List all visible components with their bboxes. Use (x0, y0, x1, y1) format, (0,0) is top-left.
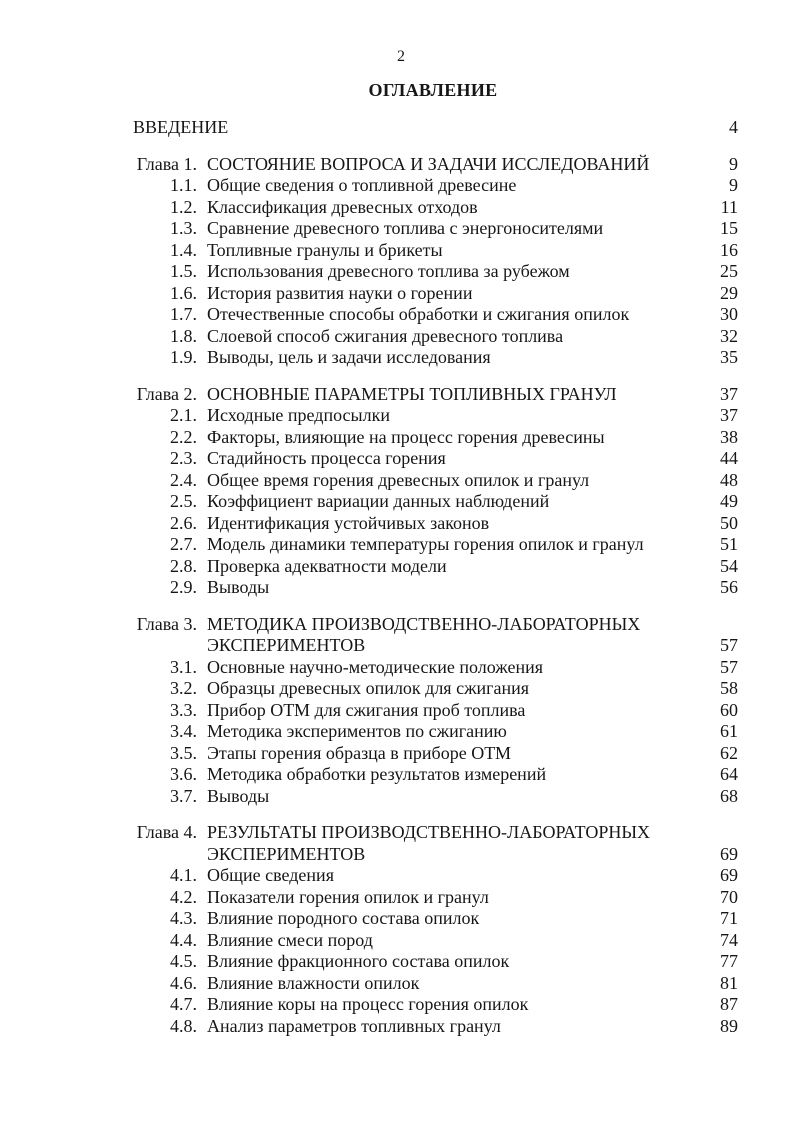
toc-chapter-page-spacer (688, 614, 738, 636)
toc-section-row (133, 930, 738, 952)
toc-section-number: 2.7. (170, 534, 197, 554)
toc-section-row (133, 678, 738, 700)
toc-section-row (133, 197, 738, 219)
toc-section-page: 81 (720, 972, 738, 993)
toc-section-number: 2.2. (170, 426, 197, 447)
toc-section-row (133, 448, 738, 470)
toc-section-number: 3.5. (170, 742, 197, 763)
toc-section-row (133, 175, 738, 197)
toc-section-title: Слоевой способ сжигания древесного топлива (207, 325, 564, 346)
toc-section-title: Исходные предпосылки (207, 405, 390, 425)
toc-section-page: 62 (720, 742, 738, 763)
toc-chapter-label: Глава 3. (136, 613, 197, 634)
toc-section-page: 38 (720, 426, 738, 447)
toc-section-row (133, 577, 738, 599)
toc-chapter-page: 9 (729, 153, 738, 174)
toc-section-number: 1.8. (170, 325, 197, 346)
toc-chapter-label: Глава 4. (136, 822, 197, 842)
toc-chapter-row (133, 154, 738, 176)
toc-section-page: 69 (720, 865, 738, 885)
toc-chapter-page: 69 (720, 843, 738, 864)
toc-section-page: 25 (720, 261, 738, 281)
table-of-contents (133, 117, 738, 1037)
toc-section-page: 44 (720, 448, 738, 468)
toc-section-page: 30 (720, 304, 738, 324)
toc-section-row (133, 973, 738, 995)
toc-section-page: 71 (720, 908, 738, 928)
toc-section-number: 1.6. (170, 282, 197, 303)
toc-section-page: 37 (720, 405, 738, 425)
toc-section-title: Классификация древесных отходов (207, 196, 478, 217)
toc-section-number: 4.1. (170, 865, 197, 885)
toc-section-number: 1.7. (170, 304, 197, 324)
toc-section-page: 64 (720, 764, 738, 784)
toc-section-page: 77 (720, 951, 738, 971)
toc-intro-row (133, 117, 738, 139)
toc-section-row (133, 908, 738, 930)
toc-section-number: 4.5. (170, 951, 197, 971)
toc-section-title: Прибор ОТМ для сжигания проб топлива (207, 699, 526, 720)
toc-section-row (133, 283, 738, 305)
toc-section-title: Использования древесного топлива за рубежом (207, 261, 570, 281)
toc-section-page: 57 (720, 656, 738, 677)
toc-section-title: Влияние смеси пород (207, 929, 373, 950)
toc-section-number: 1.5. (170, 261, 197, 281)
toc-section-row (133, 491, 738, 513)
toc-section-number: 2.6. (170, 512, 197, 533)
toc-section-page: 61 (720, 721, 738, 741)
toc-section-number: 2.5. (170, 491, 197, 511)
toc-section-number: 3.7. (170, 785, 197, 806)
toc-section-title: Выводы (207, 577, 270, 597)
toc-section-row (133, 304, 738, 326)
toc-chapter-row (133, 614, 738, 636)
toc-section-title: Влияние фракционного состава опилок (207, 951, 510, 971)
toc-section-number: 4.2. (170, 886, 197, 907)
toc-chapter-label: Глава 2. (136, 383, 197, 404)
toc-section-page: 49 (720, 491, 738, 511)
toc-section-row (133, 240, 738, 262)
toc-section-title: Влияние влажности опилок (207, 972, 420, 993)
toc-chapter-row (133, 822, 738, 844)
toc-section-page: 89 (720, 1015, 738, 1036)
toc-section-title: Идентификация устойчивых законов (207, 512, 490, 533)
toc-chapter-title: ЭКСПЕРИМЕНТОВ (207, 635, 366, 655)
toc-section-row (133, 513, 738, 535)
toc-section-row (133, 326, 738, 348)
toc-section-number: 1.4. (170, 239, 197, 260)
toc-section-page: 15 (720, 218, 738, 238)
toc-section-title: Модель динамики температуры горения опилок и гранул (207, 534, 644, 554)
toc-section-number: 2.3. (170, 448, 197, 468)
toc-chapter-page-spacer (688, 822, 738, 844)
toc-chapter-label: Глава 1. (136, 153, 197, 174)
toc-section-row (133, 470, 738, 492)
toc-chapter-label-spacer (133, 844, 197, 866)
toc-section-title: Проверка адекватности модели (207, 555, 447, 576)
toc-section-number: 3.2. (170, 678, 197, 698)
toc-section-row (133, 743, 738, 765)
toc-section-title: Образцы древесных опилок для сжигания (207, 678, 530, 698)
toc-section-title: Основные научно-методические положения (207, 656, 544, 677)
toc-section-number: 2.4. (170, 469, 197, 490)
toc-section-page: 9 (729, 175, 738, 195)
toc-section-number: 3.1. (170, 656, 197, 677)
toc-section-title: Влияние породного состава опилок (207, 908, 480, 928)
toc-section-page: 51 (720, 534, 738, 554)
toc-section-title: Коэффициент вариации данных наблюдений (207, 491, 550, 511)
toc-section-number: 3.6. (170, 764, 197, 784)
toc-section-row (133, 405, 738, 427)
toc-section-page: 56 (720, 577, 738, 597)
toc-section-row (133, 721, 738, 743)
toc-intro-title: ВВЕДЕНИЕ (133, 117, 229, 137)
toc-section-row (133, 657, 738, 679)
toc-section-row (133, 700, 738, 722)
toc-section-title: Этапы горения образца в приборе ОТМ (207, 742, 511, 763)
toc-section-row (133, 865, 738, 887)
toc-section-page: 32 (720, 325, 738, 346)
toc-chapter-title: СОСТОЯНИЕ ВОПРОСА И ЗАДАЧИ ИССЛЕДОВАНИЙ (207, 153, 650, 174)
toc-section-row (133, 1016, 738, 1038)
toc-section-row (133, 951, 738, 973)
toc-section-title: Топливные гранулы и брикеты (207, 239, 443, 260)
toc-section-number: 3.3. (170, 699, 197, 720)
toc-section-page: 58 (720, 678, 738, 698)
toc-section-row (133, 764, 738, 786)
toc-section-row (133, 786, 738, 808)
toc-section-number: 2.8. (170, 555, 197, 576)
toc-section-title: Факторы, влияющие на процесс горения древесины (207, 426, 605, 447)
page-number: 2 (397, 48, 405, 65)
toc-section-number: 2.1. (170, 405, 197, 425)
toc-section-number: 4.4. (170, 929, 197, 950)
toc-chapter-title: ЭКСПЕРИМЕНТОВ (207, 843, 366, 864)
toc-section-title: Выводы, цель и задачи исследования (207, 347, 491, 367)
toc-section-page: 16 (720, 239, 738, 260)
toc-section-number: 4.8. (170, 1015, 197, 1036)
toc-section-row (133, 994, 738, 1016)
toc-section-page: 54 (720, 555, 738, 576)
toc-section-page: 60 (720, 699, 738, 720)
toc-section-title: Общее время горения древесных опилок и гранул (207, 469, 590, 490)
toc-section-title: Общие сведения о топливной древесине (207, 175, 517, 195)
toc-section-title: Влияние коры на процесс горения опилок (207, 994, 529, 1014)
toc-section-page: 87 (720, 994, 738, 1014)
toc-chapter-page: 37 (720, 383, 738, 404)
toc-section-number: 1.1. (170, 175, 197, 195)
toc-section-number: 3.4. (170, 721, 197, 741)
toc-section-number: 4.3. (170, 908, 197, 928)
toc-section-title: Общие сведения (207, 865, 334, 885)
toc-section-number: 4.7. (170, 994, 197, 1014)
toc-section-title: Стадийность процесса горения (207, 448, 446, 468)
toc-section-page: 70 (720, 886, 738, 907)
toc-section-row (133, 556, 738, 578)
toc-section-page: 68 (720, 785, 738, 806)
toc-section-page: 11 (720, 196, 738, 217)
toc-section-number: 1.9. (170, 347, 197, 367)
toc-section-title: Сравнение древесного топлива с энергоносителями (207, 218, 604, 238)
toc-chapter-title: РЕЗУЛЬТАТЫ ПРОИЗВОДСТВЕННО-ЛАБОРАТОРНЫХ (207, 822, 651, 842)
toc-chapter-page: 57 (720, 635, 738, 655)
toc-section-row (133, 887, 738, 909)
toc-section-title: Показатели горения опилок и гранул (207, 886, 489, 907)
toc-section-row (133, 261, 738, 283)
toc-heading: ОГЛАВЛЕНИЕ (368, 80, 498, 100)
toc-section-title: Анализ параметров топливных гранул (207, 1015, 501, 1036)
toc-section-row (133, 347, 738, 369)
toc-section-row (133, 427, 738, 449)
toc-section-number: 4.6. (170, 972, 197, 993)
toc-chapter-row (133, 635, 738, 657)
toc-section-number: 2.9. (170, 577, 197, 597)
toc-section-page: 74 (720, 929, 738, 950)
toc-section-page: 50 (720, 512, 738, 533)
toc-section-number: 1.2. (170, 196, 197, 217)
toc-section-row (133, 218, 738, 240)
toc-section-title: История развития науки о горении (207, 282, 473, 303)
toc-section-row (133, 534, 738, 556)
toc-chapter-title: МЕТОДИКА ПРОИЗВОДСТВЕННО-ЛАБОРАТОРНЫХ (207, 613, 641, 634)
toc-chapter-row (133, 844, 738, 866)
toc-section-page: 35 (720, 347, 738, 367)
toc-chapter-label-spacer (133, 635, 197, 657)
toc-chapter-title: ОСНОВНЫЕ ПАРАМЕТРЫ ТОПЛИВНЫХ ГРАНУЛ (207, 383, 617, 404)
toc-section-page: 29 (720, 282, 738, 303)
toc-section-title: Выводы (207, 785, 270, 806)
toc-chapter-row (133, 384, 738, 406)
toc-section-title: Методика обработки результатов измерений (207, 764, 547, 784)
toc-section-title: Методика экспериментов по сжиганию (207, 721, 507, 741)
toc-intro-page: 4 (729, 117, 738, 137)
toc-section-number: 1.3. (170, 218, 197, 238)
toc-section-title: Отечественные способы обработки и сжигания опилок (207, 304, 630, 324)
toc-section-page: 48 (720, 469, 738, 490)
